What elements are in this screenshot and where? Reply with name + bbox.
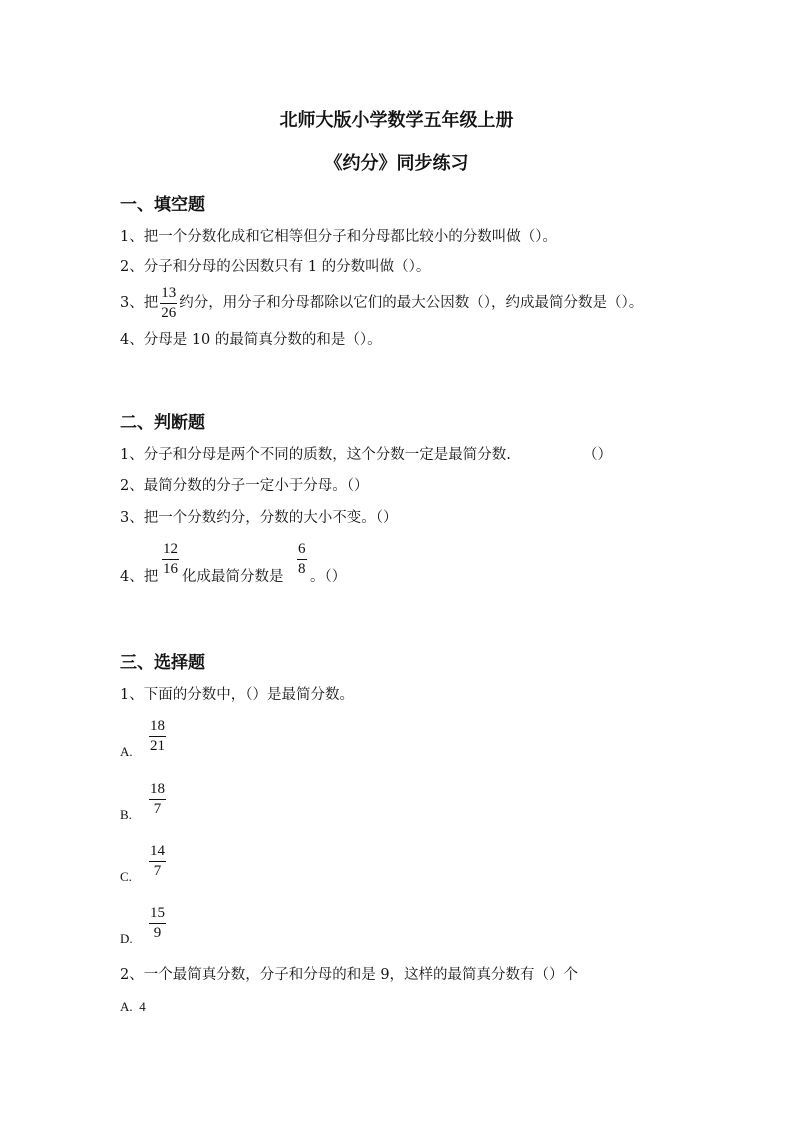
question-4-middle: 化成最简分数是: [182, 569, 284, 585]
true-false-question-1: 1、分子和分母是两个不同的质数，这个分数一定是最简分数.: [120, 447, 511, 463]
option-label: C.: [120, 869, 132, 884]
section-heading-multiple-choice: 三、选择题: [120, 653, 205, 673]
fraction-denominator: 21: [150, 738, 165, 754]
fraction-numerator: 15: [150, 905, 165, 921]
fill-blank-question-3: [120, 283, 643, 323]
question-4-prefix: 4、把: [120, 569, 159, 585]
option-label: D.: [120, 931, 133, 946]
fraction-denominator: 26: [161, 304, 177, 321]
option-label: B.: [120, 807, 132, 822]
true-false-question-3: 3、把一个分数约分，分数的大小不变。（）: [120, 510, 398, 526]
page-subtitle: 《约分》同步练习: [324, 153, 469, 174]
fraction-numerator: 18: [150, 781, 165, 797]
fraction-numerator: 18: [150, 718, 165, 734]
fraction-denominator: 16: [163, 561, 178, 577]
option-value: 4: [139, 999, 146, 1014]
true-false-question-1-answer-blank: （）: [583, 447, 612, 463]
fill-blank-question-4: 4、分母是 10 的最简真分数的和是（）。: [120, 332, 382, 348]
option-fraction: [149, 843, 166, 880]
choice-question-2: 2、一个最简真分数，分子和分母的和是 9，这样的最简真分数有（）个: [120, 967, 579, 983]
option-fraction: [149, 718, 166, 755]
option-label: A.: [120, 744, 133, 759]
option-fraction: [149, 781, 166, 818]
option-label: A.: [120, 999, 133, 1014]
fraction-13-26: [160, 285, 177, 322]
section-heading-fill-blank: 一、填空题: [120, 195, 205, 215]
fraction-6-8: [297, 541, 307, 578]
fraction-numerator: 12: [163, 541, 178, 557]
fraction-12-16: [162, 541, 179, 578]
fraction-denominator: 8: [298, 561, 306, 577]
fraction-denominator: 7: [153, 801, 162, 817]
page-title: 北师大版小学数学五年级上册: [279, 110, 514, 131]
fraction-numerator: 14: [150, 843, 165, 859]
fill-blank-question-2: 2、分子和分母的公因数只有 1 的分数叫做（）。: [120, 259, 431, 275]
fraction-denominator: 7: [153, 863, 162, 879]
choice-question-1: 1、下面的分数中，（）是最简分数。: [120, 687, 354, 703]
true-false-question-2: 2、最简分数的分子一定小于分母。（）: [120, 478, 369, 494]
question-4-suffix: 。（）: [310, 569, 347, 585]
fraction-denominator: 9: [153, 925, 162, 941]
section-heading-true-false: 二、判断题: [120, 413, 205, 433]
fraction-numerator: 6: [298, 541, 306, 557]
fraction-numerator: 13: [161, 284, 177, 301]
question-3-prefix: 3、把: [120, 295, 159, 311]
choice-question-2-option-a[interactable]: [120, 997, 146, 1017]
fill-blank-question-1: 1、把一个分数化成和它相等但分子和分母都比较小的分数叫做（）。: [120, 229, 557, 245]
option-fraction: [149, 905, 166, 942]
question-3-suffix: 约分，用分子和分母都除以它们的最大公因数（），约成最简分数是（）。: [179, 295, 644, 311]
